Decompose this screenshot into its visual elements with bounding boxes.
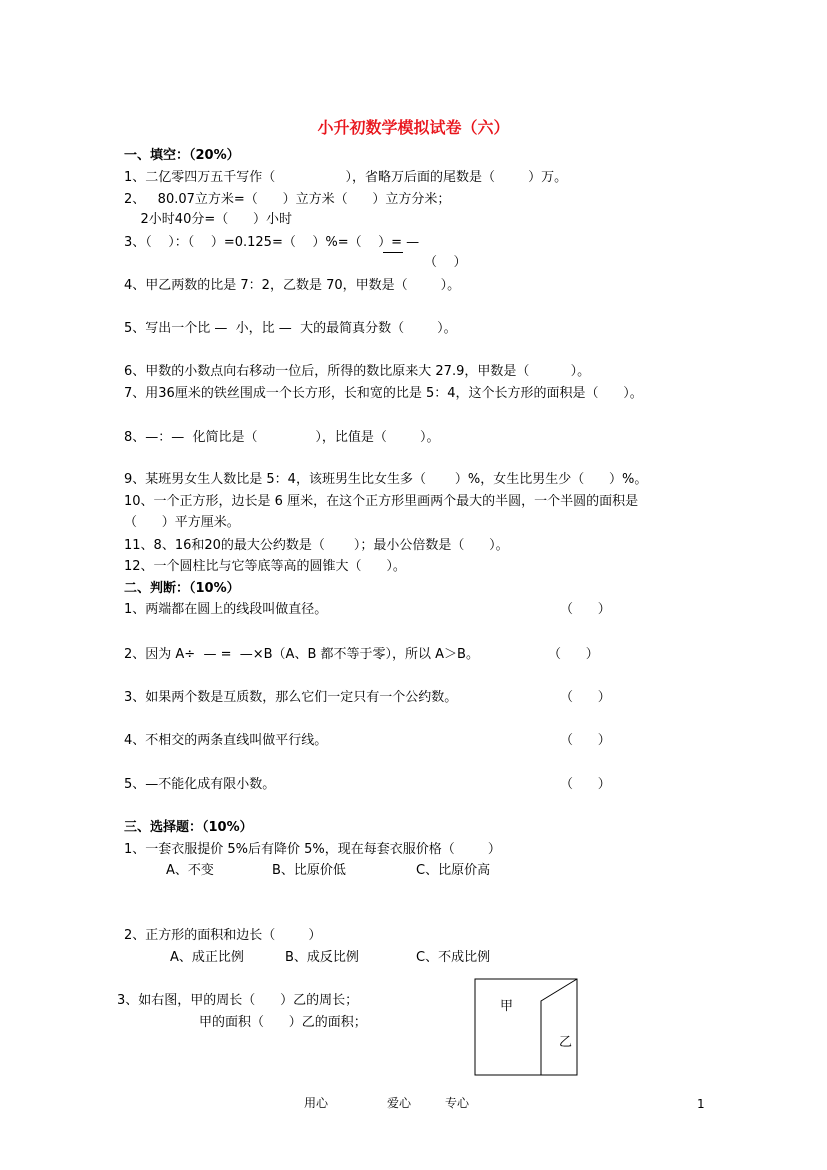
choice-question-1: 1、一套衣服提价 5%后有降价 5%，现在每套衣服价格（ ） [124,842,501,857]
figure-label-yi: 乙 [559,1035,573,1050]
choice-1-option-b: B、比原价低 [272,863,346,878]
question-1-6: 6、甲数的小数点向右移动一位后，所得的数比原来大 27.9，甲数是（ ）。 [124,364,591,379]
question-1-3-denominator: （ ） [424,255,467,270]
question-1-8: 8、—：— 化简比是（ ），比值是（ ）。 [124,430,440,445]
page-number: 1 [697,1097,705,1111]
question-1-12: 12、一个圆柱比与它等底等高的圆锥大（ ）。 [124,559,406,574]
choice-1-option-c: C、比原价高 [416,863,491,878]
choice-2-option-c: C、不成比例 [416,950,491,965]
section-heading-fill: 一、填空：（20%） [124,148,240,163]
question-1-4: 4、甲乙两数的比是 7：2，乙数是 70，甲数是（ ）。 [124,278,461,293]
footer-word-1: 用心 [304,1096,329,1110]
question-1-7: 7、用36厘米的铁丝围成一个长方形，长和宽的比是 5：4，这个长方形的面积是（ ）。 [124,386,643,401]
judge-item-3: 3、如果两个数是互质数，那么它们一定只有一个公约数。 [124,690,458,705]
choice-question-3: 3、如右图，甲的周长（ ）乙的周长； [117,993,359,1008]
page-title: 小升初数学模拟试卷（六） [317,118,510,137]
choice-question-2: 2、正方形的面积和边长（ ） [124,928,322,943]
question-1-5: 5、写出一个比 — 小，比 — 大的最简真分数（ ）。 [124,321,457,336]
judge-item-2: 2、因为 A÷ — = —×B（A、B 都不等于零），所以 A＞B。 [124,647,479,662]
question-1-2b: 2小时40分=（ ）小时 [124,212,293,227]
judge-bracket-4: （ ） [560,733,611,748]
figure-label-jia: 甲 [500,999,514,1014]
blank-underline [383,252,403,253]
square-outline [475,979,577,1075]
partition-line [541,979,577,1075]
question-1-10: 10、一个正方形，边长是 6 厘米，在这个正方形里画两个最大的半圆，一个半圆的面积是 [124,494,639,509]
choice-1-option-a: A、不变 [166,863,214,878]
judge-item-4: 4、不相交的两条直线叫做平行线。 [124,733,328,748]
question-1-1: 1、二亿零四万五千写作（ ），省略万后面的尾数是（ ）万。 [124,170,568,185]
choice-question-3b: 甲的面积（ ）乙的面积； [199,1015,367,1030]
judge-bracket-2: （ ） [548,647,599,662]
judge-item-1: 1、两端都在圆上的线段叫做直径。 [124,602,328,617]
judge-bracket-1: （ ） [560,602,611,617]
question-1-10b: （ ）平方厘米。 [124,515,240,530]
question-1-3: 3、（ ）：（ ）=0.125=（ ）%=（ ）= — [124,235,420,250]
question-1-11: 11、8、16和20的最大公约数是（ ）；最小公倍数是（ ）。 [124,538,509,553]
square-partition-figure [473,977,579,1077]
judge-bracket-3: （ ） [560,690,611,705]
section-heading-choice: 三、选择题：（10%） [124,820,253,835]
choice-2-option-b: B、成反比例 [285,950,359,965]
judge-bracket-5: （ ） [560,777,611,792]
question-1-2: 2、 80.07立方米=（ ）立方米（ ）立方分米； [124,192,451,207]
choice-2-option-a: A、成正比例 [170,950,244,965]
footer-word-3: 专心 [445,1096,470,1110]
section-heading-judge: 二、判断：（10%） [124,581,240,596]
question-1-9: 9、某班男女生人数比是 5：4，该班男生比女生多（ ）%，女生比男生少（ ）%。 [124,472,648,487]
judge-item-5: 5、—不能化成有限小数。 [124,777,276,792]
footer-word-2: 爱心 [387,1096,412,1110]
